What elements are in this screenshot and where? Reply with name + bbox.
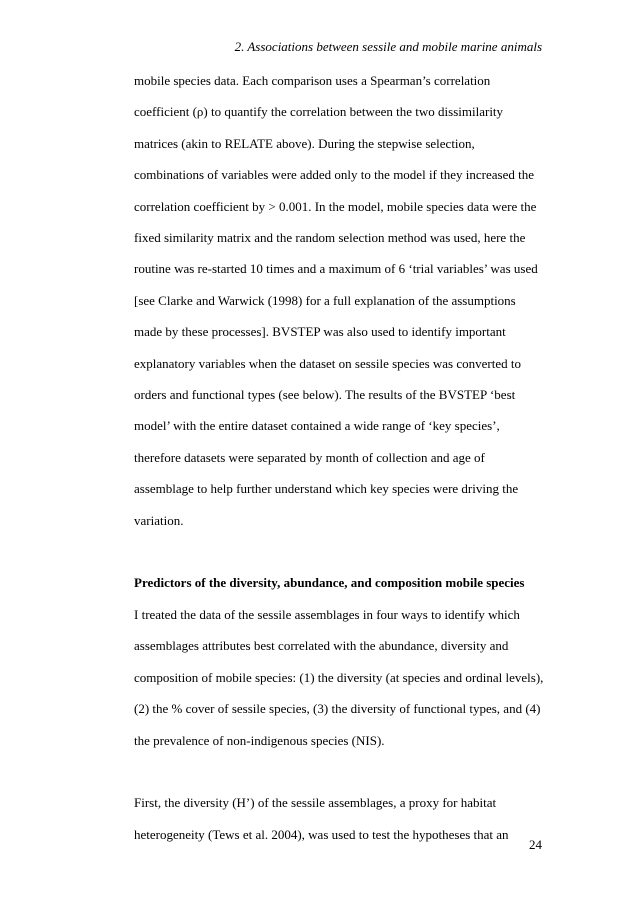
running-header: 2. Associations between sessile and mobile marine animals — [234, 39, 542, 54]
text-line: fixed similarity matrix and the random selection method was used, here the — [134, 230, 526, 246]
text-line: First, the diversity (H’) of the sessile assemblages, a proxy for habitat — [134, 795, 497, 811]
text-line: heterogeneity (Tews et al. 2004), was used to test the hypotheses that an — [134, 826, 509, 842]
text-line: I treated the data of the sessile assemblages in four ways to identify which — [134, 606, 520, 622]
text-line: model’ with the entire dataset contained a wide range of ‘key species’, — [134, 418, 500, 434]
text-line: the prevalence of non-indigenous species (NIS). — [134, 732, 385, 748]
text-line: (2) the % cover of sessile species, (3) the diversity of functional types, and (4) — [134, 701, 541, 717]
text-line: matrices (akin to RELATE above). During the stepwise selection, — [134, 135, 475, 151]
text-line: routine was re-started 10 times and a maximum of 6 ‘trial variables’ was used — [134, 261, 538, 277]
text-line: orders and functional types (see below). The results of the BVSTEP ‘best — [134, 387, 516, 403]
paragraph-spacer — [134, 536, 554, 567]
text-line: variation. — [134, 512, 184, 528]
text-line: mobile species data. Each comparison uses a Spearman’s correlation — [134, 73, 491, 88]
paragraph-spacer — [134, 756, 554, 787]
text-line: coefficient (ρ) to quantify the correlation between the two dissimilarity — [134, 104, 504, 120]
text-line: assemblages attributes best correlated with the abundance, diversity and — [134, 638, 509, 654]
text-line: therefore datasets were separated by month of collection and age of — [134, 449, 485, 465]
paragraph-predictors — [134, 599, 554, 756]
text-line: combinations of variables were added only to the model if they increased the — [134, 167, 534, 183]
paragraph-methods-bvstep — [134, 65, 554, 536]
text-line: assemblage to help further understand which key species were driving the — [134, 481, 519, 497]
text-line: explanatory variables when the dataset on sessile species was converted to — [134, 355, 521, 371]
body-text — [134, 65, 554, 850]
text-line: correlation coefficient by > 0.001. In the model, mobile species data were the — [134, 198, 537, 214]
text-line: [see Clarke and Warwick (1998) for a full explanation of the assumptions — [134, 292, 516, 308]
text-line: composition of mobile species: (1) the diversity (at species and ordinal levels), — [134, 669, 544, 685]
page-number: 24 — [529, 837, 542, 852]
section-heading: Predictors of the diversity, abundance, and composition mobile species — [134, 575, 525, 591]
text-line: made by these processes]. BVSTEP was also used to identify important — [134, 324, 506, 340]
paragraph-diversity — [134, 787, 554, 850]
